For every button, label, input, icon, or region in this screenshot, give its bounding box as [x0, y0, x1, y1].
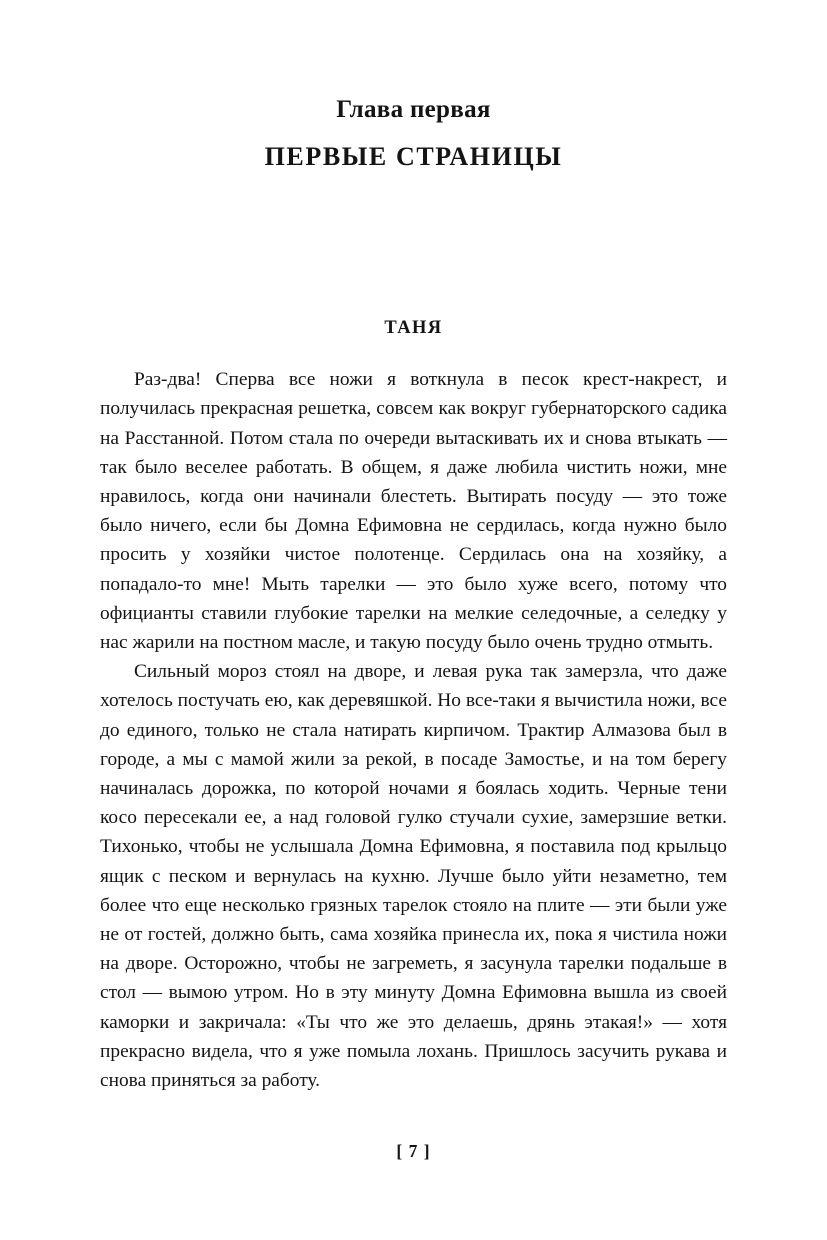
section-heading: ТАНЯ [384, 318, 443, 339]
chapter-label: Глава первая [336, 96, 491, 123]
paragraph: Раз-два! Сперва все ножи я воткнула в песок крест-накрест, и получилась прекрасная решетка, совсем как вокруг губернаторского садика на Расстанной. Потом стала по очереди вытаскивать их и снова втыкать — так было веселее работать. В общем, я даже любила чистить ножи, мне нравилось, когда они начинали блестеть. Вытирать посуду — это тоже было ничего, если бы Домна Ефимовна не сердилась, когда нужно было просить у хозяйки чистое полотенце. Сердилась она на хозяйку, а попадало-то мне! Мыть тарелки — это было хуже всего, потому что официанты ставили глубокие тарелки на мелкие селедочные, а селедку у нас жарили на постном масле, и такую посуду было очень трудно отмыть. [100, 369, 727, 654]
body-text [100, 365, 727, 1095]
chapter-title: ПЕРВЫЕ СТРАНИЦЫ [264, 142, 563, 171]
paragraph: Сильный мороз стоял на дворе, и левая рука так замерзла, что даже хотелось постучать ею, как деревяшкой. Но все-таки я вычистила ножи, все до единого, только не стала натирать кирпичом. Трактир Алмазова был в городе, а мы с мамой жили за рекой, в посаде Замостье, и на том берегу начиналась дорожка, по которой ночами я боялась ходить. Черные тени косо пересекали ее, а над головой гулко стучали сухие, замерзшие ветки. Тихонько, чтобы не услышала Домна Ефимовна, я поставила под крыльцо ящик с песком и вернулась на кухню. Лучше было уйти незаметно, тем более что еще несколько грязных тарелок стояло на плите — эти были уже не от гостей, должно быть, сама хозяйка принесла их, пока я чистила ножи на дворе. Осторожно, чтобы не загреметь, я засунула тарелки подальше в стол — вымою утром. Но в эту минуту Домна Ефимовна вышла из своей каморки и закричала: «Ты что же это делаешь, дрянь этакая!» — хотя прекрасно видела, что я уже помыла лохань. Пришлось засучить рукава и снова приняться за работу. [100, 661, 727, 1092]
page-content [100, 0, 727, 1240]
page-number: [ 7 ] [396, 1141, 431, 1161]
